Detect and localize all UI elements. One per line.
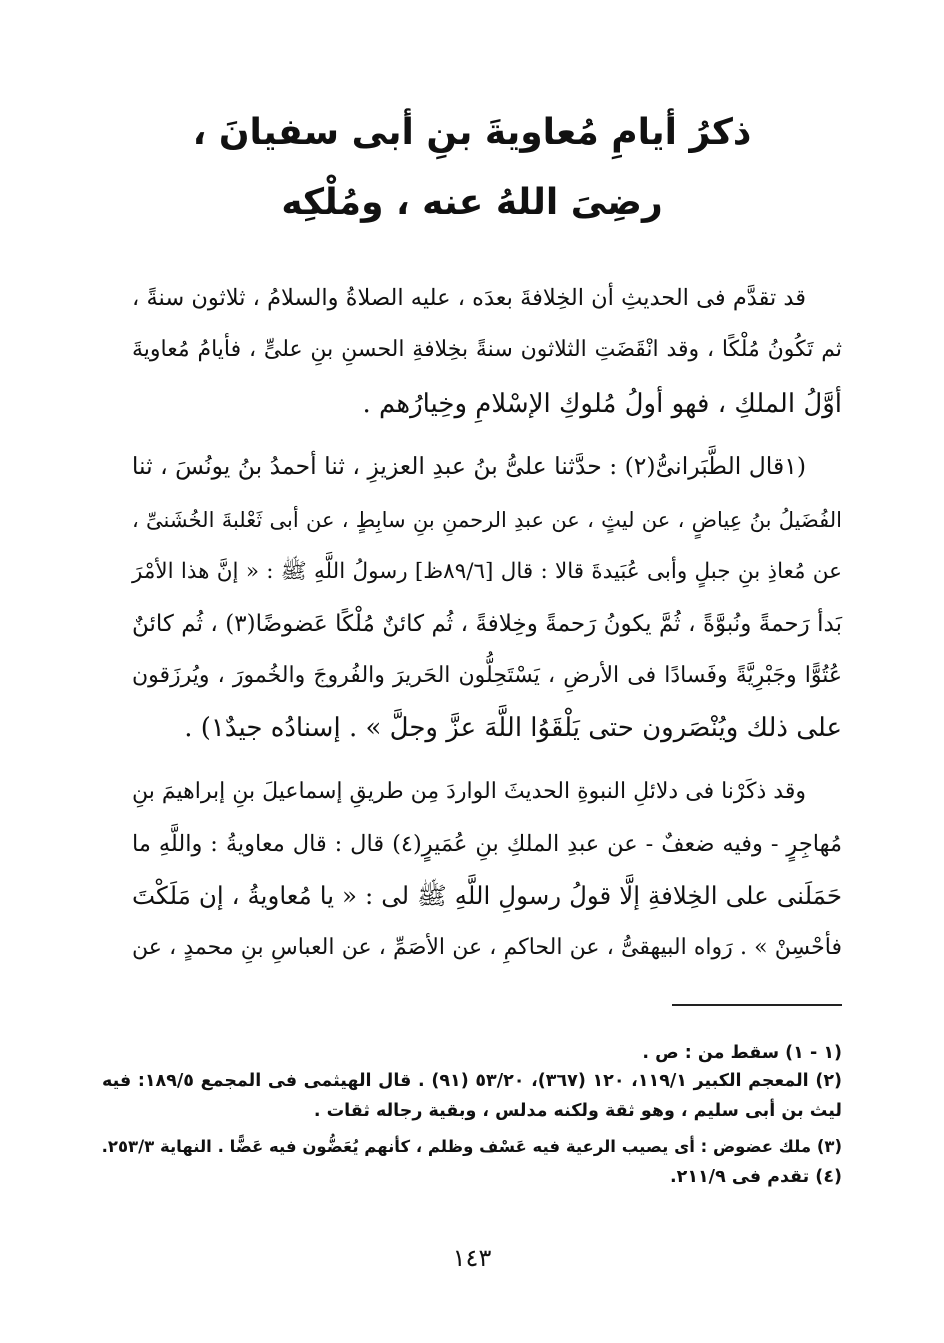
body-line: ثم تَكُونُ مُلْكًا ، وقد انْقَضَتِ الثلاثون سنةً بخِلافةِ الحسنِ بنِ علىٍّ ، فأيامُ مُعاويةَ	[132, 337, 842, 362]
body-line: على ذلك ويُنْصَرون حتى يَلْقَوُا اللَّهَ عزَّ وجلَّ » . إسنادُه جيدٌ١) .	[184, 713, 842, 743]
body-line: وقد ذكَرْنا فى دلائلِ النبوةِ الحديثَ الواردَ مِن طريقِ إسماعيلَ بنِ إبراهيمَ بنِ	[132, 779, 806, 804]
body-line: عُتُوًّا وجَبْرِيَّةً وفَسادًا فى الأرضِ ، يَسْتَحِلُّون الحَريرَ والفُروجَ والخُمورَ ، ويُرزَقون	[132, 663, 842, 688]
footnote: ليث بن أبى سليم ، وهو ثقة ولكنه مدلس ، وبقية رجاله ثقات .	[313, 1101, 842, 1121]
footnote: (١ - ١) سقط من : ص .	[642, 1043, 842, 1063]
chapter-title-line-1: ذكرُ أيامِ مُعاويةَ بنِ أبى سفيانَ ،	[192, 112, 752, 153]
body-line: أوَّلُ الملكِ ، فهو أولُ مُلوكِ الإسْلامِ وخِيارُهم .	[362, 389, 842, 419]
body-line: قد تقدَّم فى الحديثِ أن الخِلافةَ بعدَه ، عليه الصلاةُ والسلامُ ، ثلاثون سنةً ،	[132, 285, 806, 311]
body-line: فأحْسِنْ » . رَواه البيهقىُّ ، عن الحاكمِ ، عن الأصَمِّ ، عن العباسِ بنِ محمدٍ ، عن	[132, 935, 843, 960]
body-line: (١قال الطَّبَرانىُّ(٢) : حدَّثنا علىُّ بنُ عبدِ العزيزِ ، ثنا أحمدُ بنُ يونُسَ ، ثنا	[131, 452, 806, 480]
body-line: حَمَلَنى على الخِلافةِ إلَّا قولُ رسولِ اللَّهِ ﷺ لى : « يا مُعاويةُ ، إن مَلَكْتَ	[132, 881, 842, 910]
footnote: (٢) المعجم الكبير ١١٩/١، ١٢٠ (٣٦٧)، ٥٣/٢٠ (٩١) . قال الهيثمى فى المجمع ١٨٩/٥: فيه	[102, 1071, 843, 1091]
footnote: (٣) ملك عضوض : أى يصيب الرعية فيه عَسْف وظلم ، كأنهم يُعَضُّون فيه عَضًّا . النهاية ٢٥٣/٣.	[101, 1137, 842, 1156]
page-number: ١٤٣	[452, 1244, 492, 1272]
chapter-title-line-2: رضِىَ اللهُ عنه ، ومُلْكِه	[281, 182, 663, 223]
body-line: عن مُعاذِ بنِ جبلٍ وأبى عُبَيدةَ قالا : قال [٨٩/٦ظ] رسولُ اللَّهِ ﷺ : « إنَّ هذا الأمْرَ	[132, 559, 842, 584]
body-line: بَدأ رَحمةً ونُبوَّةً ، ثُمَّ يكونُ رَحمةً وخِلافةً ، ثُم كائنٌ مُلْكًا عَضوضًا(٣) ، ثُم كائنٌ	[132, 611, 843, 637]
body-line: مُهاجِرٍ - وفيه ضعفٌ - عن عبدِ الملكِ بنِ عُمَيرٍ(٤) قال : قال معاويةُ : واللَّهِ ما	[132, 831, 843, 857]
footnote: (٤) تقدم فى ٢١١/٩.	[669, 1167, 842, 1187]
body-line: الفُضَيلُ بنُ عِياضٍ ، عن ليثٍ ، عن عبدِ الرحمنِ بنِ سابِطٍ ، عن أبى ثَعْلبةَ الخُشَنىِّ ،	[132, 508, 842, 532]
footnote-separator	[672, 1004, 842, 1006]
